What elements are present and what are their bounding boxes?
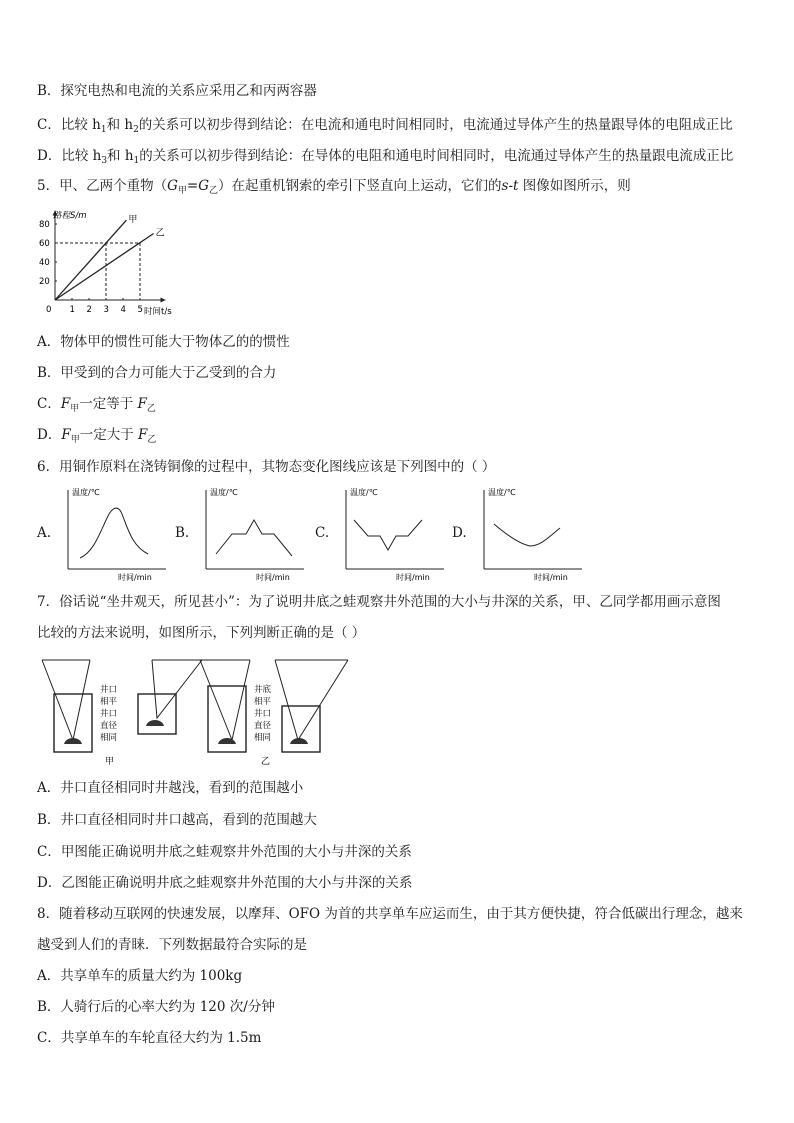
frog-icon: [290, 738, 308, 744]
q6-c-xlabel: 时间/min: [396, 573, 430, 582]
q8-stem-2: 越受到人们的青睐．下列数据最符合实际的是: [37, 937, 307, 953]
q6-c-curve: [354, 520, 422, 550]
q6-label-d: D.: [452, 525, 467, 541]
q7-yi-label-text: 井底 相平 井口 直径 相同: [254, 685, 272, 743]
q6-c-ylabel: 温度/℃: [350, 488, 378, 497]
x-axis-arrow: [161, 298, 166, 303]
q7-stem-1: 7．俗话说“坐井观天，所见甚小”：为了说明井底之蛙观察井外范围的大小与井深的关系，甲、乙同学都用画示意图: [37, 594, 721, 610]
q8-stem-1: 8．随着移动互联网的快速发展，以摩拜、OFO 为首的共享单车应运而生，由于其方便快捷，符合低碳出行理念，越来: [37, 906, 743, 922]
q7-well-figure: [40, 656, 360, 770]
y-axis-label: 路程S/m: [53, 211, 87, 221]
x-tick-label: 1: [69, 305, 75, 315]
q4-option-b: B．探究电热和电流的关系应采用乙和丙两容器: [37, 83, 317, 99]
frog-icon: [64, 738, 82, 744]
q6-b-xlabel: 时间/min: [256, 573, 290, 582]
frog-icon: [146, 720, 164, 726]
q6-d-ylabel: 温度/℃: [488, 488, 516, 497]
q6-label-b: B.: [175, 525, 190, 541]
q6-a-xlabel: 时间/min: [118, 573, 152, 582]
q6-b-ylabel: 温度/℃: [210, 488, 238, 497]
q5-option-d: D．$F_甲$一定大于 $F_乙$: [37, 427, 157, 445]
q6-a-curve: [80, 508, 148, 558]
q7-option-d: D．乙图能正确说明井底之蛙观察井外范围的大小与井深的关系: [37, 875, 413, 891]
x-tick-label: 3: [103, 305, 109, 315]
origin-label: 0: [46, 305, 52, 315]
q7-figure-yi: [200, 660, 348, 767]
q4-option-d: D．比较 $h_3$和 $h_1$的关系可以初步得到结论：在导体的电阻和通电时间相同时，电流通过导体产生的热量跟电流成正比: [37, 148, 734, 166]
q6-graph-d: [478, 484, 588, 584]
y-tick-label: 40: [39, 258, 50, 268]
q6-d-xlabel: 时间/min: [534, 573, 568, 582]
q7-option-c: C．甲图能正确说明井底之蛙观察井外范围的大小与井深的关系: [37, 844, 412, 860]
q6-graph-b: [200, 484, 310, 584]
q7-figure-jia: [42, 660, 202, 767]
q6-stem: 6．用铜作原料在浇铸铜像的过程中，其物态变化图线应该是下列图中的（ ）: [37, 459, 496, 475]
q6-label-c: C.: [315, 525, 330, 541]
q6-graph-c: [340, 484, 450, 584]
q8-option-c: C．共享单车的车轮直径大约为 1.5m: [37, 1030, 262, 1046]
q5-stem: 5．甲、乙两个重物$(G_甲=G_乙)$在起重机钢索的牵引下竖直向上运动，它们的s-t 图像如图所示，则: [37, 178, 631, 196]
x-tick-label: 4: [120, 305, 126, 315]
x-tick-label: 5: [137, 305, 143, 315]
q7-figure-jia-label: 甲: [105, 757, 115, 767]
q4-option-c: C．比较 $h_1$和 $h_2$的关系可以初步得到结论：在电流和通电时间相同时，电流通过导体产生的热量跟导体的电阻成正比: [37, 117, 733, 135]
q6-label-a: A.: [37, 525, 52, 541]
q6-graph-a: [62, 484, 172, 584]
q7-stem-2: 比较的方法来说明，如图所示，下列判断正确的是（ ）: [37, 625, 366, 641]
q7-jia-label-text: 井口 相平 井口 直径 相同: [100, 685, 118, 743]
series-label-jia: 甲: [128, 215, 138, 226]
shallow-well-yi: [282, 706, 320, 752]
s-t-chart: [30, 208, 210, 318]
q7-option-b: B．井口直径相同时井口越高，看到的范围越大: [37, 812, 317, 828]
series-line-jia: [55, 220, 126, 300]
q6-b-curve: [216, 520, 292, 556]
q5-option-b: B．甲受到的合力可能大于乙受到的合力: [37, 365, 277, 381]
frog-icon: [218, 738, 236, 744]
q5-option-a: A．物体甲的惯性可能大于物体乙的的惯性: [37, 334, 290, 350]
q8-option-a: A．共享单车的质量大约为 100kg: [37, 968, 243, 984]
x-tick-label: 2: [86, 305, 92, 315]
series-line-yi: [55, 234, 154, 301]
q6-a-ylabel: 温度/℃: [72, 488, 100, 497]
series-label-yi: 乙: [155, 228, 165, 239]
q6-d-curve: [494, 524, 560, 546]
q5-option-c: C．$F_甲$一定等于 $F_乙$: [37, 396, 156, 414]
y-tick-label: 20: [39, 277, 50, 287]
y-tick-label: 80: [39, 220, 50, 230]
x-axis-label: 时间t/s: [144, 307, 172, 317]
q8-option-b: B．人骑行后的心率大约为 120 次/分钟: [37, 999, 275, 1015]
y-tick-label: 60: [39, 239, 50, 249]
q7-option-a: A．井口直径相同时井越浅，看到的范围越小: [37, 780, 304, 796]
q7-figure-yi-label: 乙: [261, 757, 271, 767]
